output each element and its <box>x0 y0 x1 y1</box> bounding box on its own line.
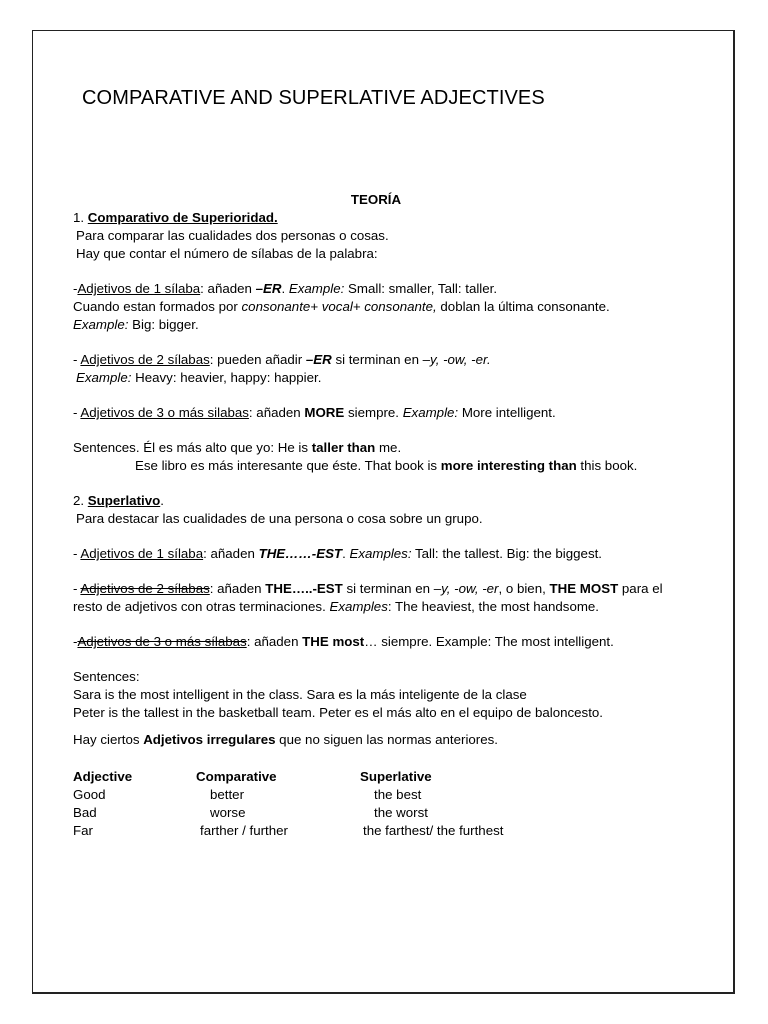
section1-rule1 <box>73 280 723 298</box>
irregular-keyword: Adjetivos irregulares <box>143 732 276 747</box>
rule-text: doblan la última consonante. <box>436 299 610 314</box>
rule-suffix: –ER <box>305 352 332 367</box>
example-text: : The heaviest, the most handsome. <box>387 599 600 614</box>
heading-end: . <box>160 493 164 508</box>
rule-prefix: - <box>73 281 78 296</box>
table-cell: the best <box>374 787 422 802</box>
section2-sentence2: Peter is the tallest in the basketball team. Peter es el más alto en el equipo de baloncesto. <box>73 705 603 720</box>
section2-rule1 <box>73 545 723 563</box>
table-row <box>73 822 574 840</box>
section2-sentences-label: Sentences: <box>73 669 140 684</box>
section1-sentence2 <box>73 457 723 475</box>
rule-text: resto de adjetivos con otras terminaciones. <box>73 599 330 614</box>
intro-text: Hay ciertos <box>73 732 144 747</box>
table-cell: the farthest/ the furthest <box>363 823 504 838</box>
table-cell: better <box>210 787 245 802</box>
rule-suffix: THE…..-EST <box>265 581 343 596</box>
rule-suffix: –ER <box>255 281 282 296</box>
theory-heading: TEORÍA <box>350 192 402 207</box>
rule-text: Cuando estan formados por <box>73 299 242 314</box>
rule-text: para el <box>618 581 663 596</box>
rule-keyword: MORE <box>304 405 345 420</box>
example-text: More intelligent. <box>458 405 556 420</box>
section1-rule1b-example <box>73 316 723 334</box>
rule-prefix: - <box>73 405 81 420</box>
rule-endings: –y, -ow, -er <box>433 581 499 596</box>
rule-prefix: - <box>73 546 81 561</box>
section1-heading: Comparativo de Superioridad. <box>87 210 278 225</box>
rule-text: : añaden <box>248 405 305 420</box>
rule-text: : añaden <box>200 281 256 296</box>
section1-sentence1 <box>73 439 723 457</box>
table-header: Comparative <box>196 769 277 784</box>
sentence-keyword: more interesting than <box>440 458 577 473</box>
section1-number: 1. <box>73 210 88 225</box>
sentence-text: me. <box>375 440 402 455</box>
rule-text: : añaden <box>203 546 259 561</box>
rule-label: Adjetivos de 2 sílabas <box>80 581 210 596</box>
example-label: Example: <box>288 281 345 296</box>
sentence-text: this book. <box>576 458 638 473</box>
example-text: Small: smaller, Tall: taller. <box>344 281 498 296</box>
rule-keyword: THE most <box>302 634 365 649</box>
section1-rule2 <box>73 351 723 369</box>
table-cell: Bad <box>73 805 97 820</box>
example-label: Examples: <box>349 546 412 561</box>
rule-text: . <box>281 281 289 296</box>
rule-label: Adjetivos de 1 sílaba <box>80 546 204 561</box>
sentence-keyword: taller than <box>311 440 376 455</box>
table-cell: farther / further <box>200 823 288 838</box>
table-row <box>73 804 574 822</box>
table-header: Adjective <box>73 769 133 784</box>
rule-text: : añaden <box>246 634 303 649</box>
rule-keyword: THE MOST <box>549 581 619 596</box>
table-cell: worse <box>210 805 246 820</box>
example-label: Example: <box>402 405 459 420</box>
section1-rule3 <box>73 404 723 422</box>
rule-text: : añaden <box>209 581 266 596</box>
example-label: Examples <box>329 599 388 614</box>
section1-rule2-example <box>73 369 723 387</box>
sentence-text: Sentences. Él es más alto que yo: He is <box>73 440 312 455</box>
rule-text: . <box>342 546 350 561</box>
sentence-text: Ese libro es más interesante que éste. That book is <box>135 458 441 473</box>
section2-number: 2. <box>73 493 88 508</box>
rule-text: , o bien, <box>498 581 550 596</box>
rule-label: Adjetivos de 3 o más silabas <box>80 405 249 420</box>
rule-text: siempre. <box>344 405 403 420</box>
example-text: Tall: the tallest. Big: the biggest. <box>411 546 602 561</box>
section2-intro: Para destacar las cualidades de una persona o cosa sobre un grupo. <box>76 511 483 526</box>
rule-endings: –y, -ow, -er. <box>422 352 491 367</box>
irregular-adjectives-table <box>73 768 574 840</box>
section2-rule2-line2 <box>73 598 723 616</box>
rule-prefix: - <box>73 352 81 367</box>
rule-label: Adjetivos de 1 sílaba <box>77 281 201 296</box>
irregular-intro <box>73 731 723 749</box>
table-cell: the worst <box>374 805 428 820</box>
example-label: Example: <box>76 370 132 385</box>
rule-prefix: - <box>73 581 81 596</box>
example-text: Heavy: heavier, happy: happier. <box>131 370 322 385</box>
rule-label: Adjetivos de 3 o más sílabas <box>77 634 247 649</box>
rule-label: Adjetivos de 2 sílabas <box>80 352 210 367</box>
example-label: Example: <box>73 317 129 332</box>
table-header-row <box>73 768 574 786</box>
intro-text: que no siguen las normas anteriores. <box>275 732 498 747</box>
rule-text: si terminan en <box>342 581 434 596</box>
table-row <box>73 786 574 804</box>
section2-heading-line <box>73 492 723 510</box>
table-header: Superlative <box>360 769 432 784</box>
rule-text: si terminan en <box>331 352 423 367</box>
section1-rule1b <box>73 298 723 316</box>
page-title: COMPARATIVE AND SUPERLATIVE ADJECTIVES <box>82 87 545 109</box>
example-text: Big: bigger. <box>128 317 199 332</box>
section1-intro1: Para comparar las cualidades dos personas o cosas. <box>76 228 389 243</box>
table-cell: Good <box>73 787 106 802</box>
section1-intro2: Hay que contar el número de sílabas de la palabra: <box>76 246 378 261</box>
section1-heading-line <box>73 209 723 227</box>
section2-sentence1: Sara is the most intelligent in the class. Sara es la más inteligente de la clase <box>73 687 527 702</box>
table-cell: Far <box>73 823 93 838</box>
rule-prefix: - <box>73 634 78 649</box>
section2-rule3 <box>73 633 723 651</box>
section2-heading: Superlativo <box>87 493 161 508</box>
rule-text: : pueden añadir <box>209 352 306 367</box>
rule-pattern: consonante+ vocal+ consonante, <box>241 299 437 314</box>
rule-suffix: THE……-EST <box>258 546 343 561</box>
rule-text: … siempre. Example: The most intelligent. <box>364 634 614 649</box>
document-body <box>73 191 723 840</box>
section2-rule2 <box>73 580 723 598</box>
